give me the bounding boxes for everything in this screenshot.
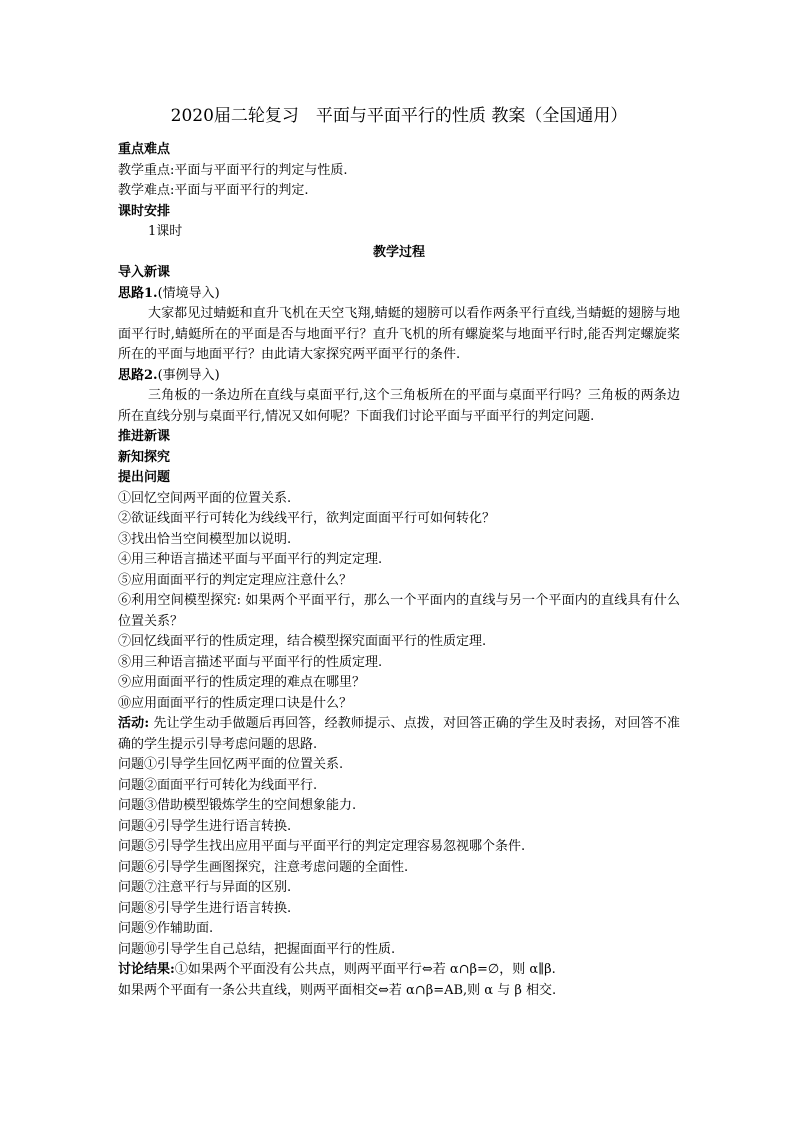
question-item: ⑦回忆线面平行的性质定理，结合模型探究面面平行的性质定理. [118, 634, 487, 649]
schedule-text: 1课时 [148, 224, 183, 239]
idea2-line [118, 366, 680, 387]
idea1-line [118, 284, 680, 305]
explore-heading: 新知探究 [118, 449, 171, 465]
question-item: ⑥利用空间模型探究: 如果两个平面平行，那么一个平面内的直线与另一个平面内的直线具有什么位置关系？ [118, 593, 680, 629]
result-text-1: ①如果两个平面没有公共点，则两平面平行⇔若 α∩β=∅，则 α∥β. [174, 962, 556, 977]
result-label: 讨论结果: [118, 962, 175, 977]
question-item: ③找出恰当空间模型加以说明. [118, 531, 292, 547]
question-item: ⑤应用面面平行的判定定理应注意什么？ [118, 572, 353, 588]
schedule-heading: 课时安排 [118, 203, 171, 219]
answer-item: 问题⑧引导学生进行语言转换. [118, 900, 292, 916]
answer-item: 问题⑨作辅助面. [118, 921, 214, 936]
question-item: ⑨应用面面平行的性质定理的难点在哪里？ [118, 675, 366, 690]
questions-heading: 提出问题 [118, 470, 171, 485]
idea2-label: 思路2. [118, 367, 158, 383]
activity-text: 先让学生动手做题后再回答，经教师提示、点拨，对回答正确的学生及时表扬，对回答不准确的学生提示引导考虑问题的思路. [118, 716, 680, 752]
question-item: ⑩应用面面平行的性质定理口诀是什么？ [118, 695, 353, 711]
answer-item: 问题①引导学生回忆两平面的位置关系. [118, 757, 344, 772]
document-page [118, 104, 680, 1001]
activity-paragraph [118, 714, 680, 755]
idea1-label: 思路1. [118, 285, 158, 301]
difficult-point: 教学难点:平面与平面平行的判定. [118, 183, 309, 198]
answer-item: 问题②面面平行可转化为线面平行. [118, 777, 318, 793]
idea1-paragraph: 大家都见过蜻蜓和直升飞机在天空飞翔,蜻蜓的翅膀可以看作两条平行直线,当蜻蜓的翅膀与地面平行时,蜻蜓所在的平面是否与地面平行？直升飞机的所有螺旋桨与地面平行时,能否判定螺旋桨所在的平面与地面平行？由此请大家探究两平面平行的条件. [118, 306, 680, 362]
answer-item: 问题④引导学生进行语言转换. [118, 818, 292, 834]
result-line-1 [118, 960, 680, 981]
question-item: ①回忆空间两平面的位置关系. [118, 490, 292, 506]
answer-item: 问题③借助模型锻炼学生的空间想象能力. [118, 798, 357, 813]
intro-heading: 导入新课 [118, 265, 171, 280]
question-item: ④用三种语言描述平面与平面平行的判定定理. [118, 552, 383, 567]
key-point: 教学重点:平面与平面平行的判定与性质. [118, 162, 348, 178]
question-item: ②欲证线面平行可转化为线线平行，欲判定面面平行可如何转化？ [118, 511, 496, 526]
process-heading: 教学过程 [372, 244, 425, 260]
idea1-tag: (情境导入) [157, 285, 220, 301]
idea2-paragraph: 三角板的一条边所在直线与桌面平行,这个三角板所在的平面与桌面平行吗？三角板的两条边所在直线分别与桌面平行,情况又如何呢？下面我们讨论平面与平面平行的判定问题. [118, 388, 680, 424]
answer-item: 问题⑤引导学生找出应用平面与平面平行的判定定理容易忽视哪个条件. [118, 839, 526, 854]
document-title: 2020届二轮复习 平面与平面平行的性质 教案（全国通用） [170, 106, 628, 126]
activity-label: 活动: [118, 716, 150, 731]
answer-item: 问题⑥引导学生画图探究，注意考虑问题的全面性. [118, 859, 409, 875]
idea2-tag: (事例导入) [157, 367, 220, 383]
question-item: ⑧用三种语言描述平面与平面平行的性质定理. [118, 654, 383, 670]
answer-item: 问题⑩引导学生自己总结，把握面面平行的性质. [118, 941, 396, 957]
advance-heading: 推进新课 [118, 429, 171, 444]
result-line-2: 如果两个平面有一条公共直线，则两平面相交⇔若 α∩β=AB,则 α 与 β 相交. [118, 982, 557, 998]
key-points-heading: 重点难点 [118, 142, 171, 157]
answer-item: 问题⑦注意平行与异面的区别. [118, 880, 292, 895]
